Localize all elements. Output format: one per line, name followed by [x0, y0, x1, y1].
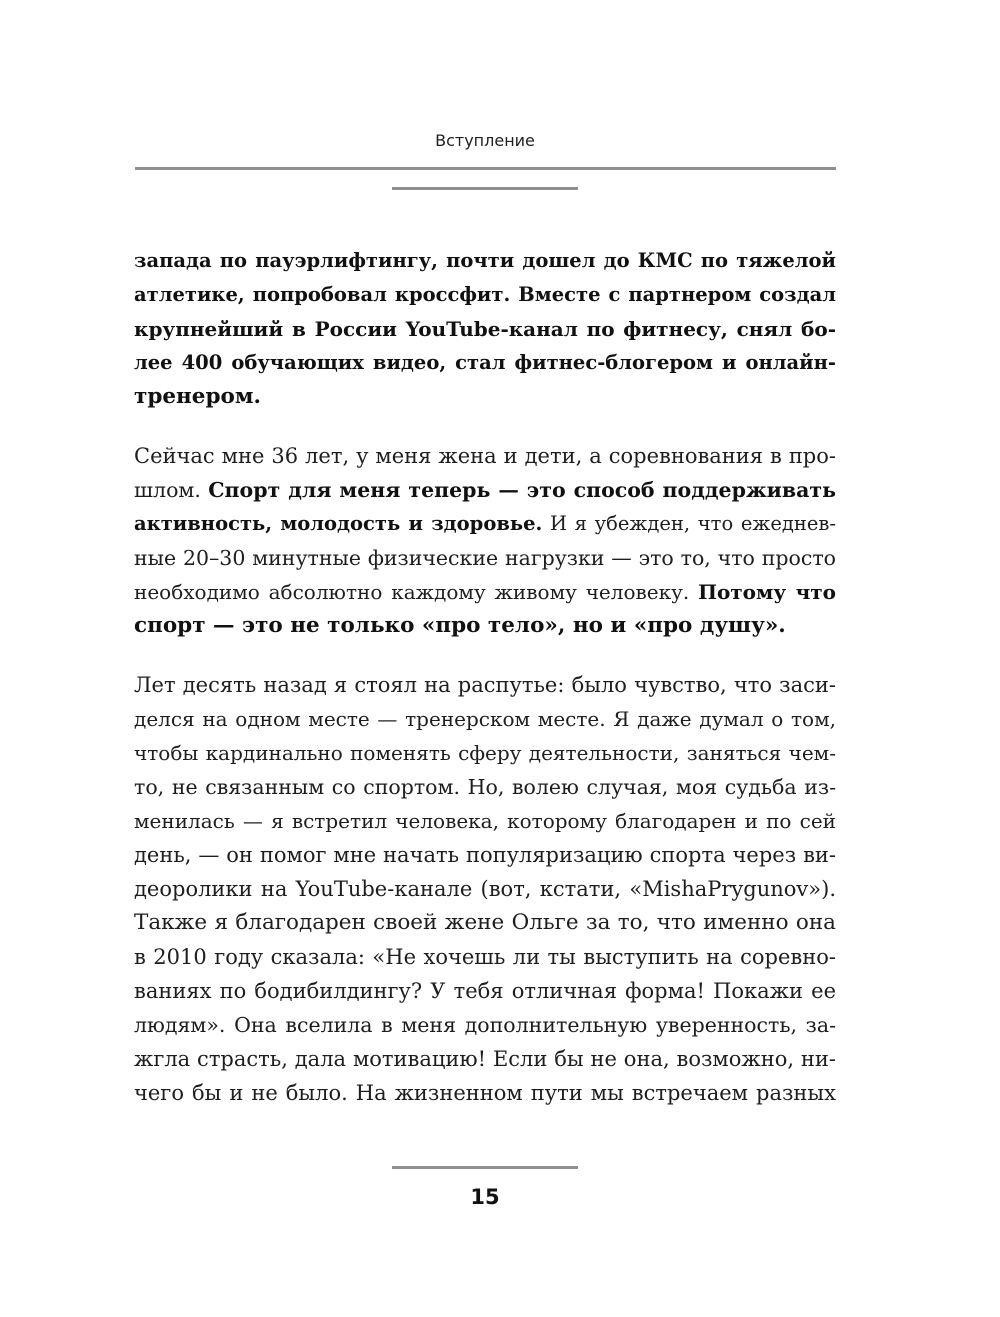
text-line [134, 906, 836, 940]
text-run: делся на одном месте — тренерском месте. Я даже думал о том, [134, 707, 836, 731]
text-run: деоролики на YouTube-канале (вот, кстати, «MishaPrygunov»). [134, 877, 836, 901]
text-line [134, 507, 836, 541]
text-bold: активность, молодость и здоровье. [134, 512, 543, 535]
text-run: необходимо абсолютно каждому живому человеку. [134, 580, 699, 604]
text-line [134, 244, 836, 278]
text-run: жгла страсть, дала мотивацию! Если бы не она, возможно, ни- [134, 1047, 836, 1071]
text-bold: лее 400 обучающих видео, стал фитнес-блогером и онлайн- [134, 351, 836, 374]
header-short-rule [392, 187, 578, 190]
text-run: Также я благодарен своей жене Ольге за то, что именно она [134, 910, 836, 935]
paragraph [134, 668, 836, 1110]
text-bold: тренером. [134, 384, 261, 409]
text-bold: Спорт для меня теперь — это способ поддерживать [208, 478, 836, 502]
text-run: то, не связанным со спортом. Но, волею случая, моя судьба из- [134, 775, 836, 799]
text-line [134, 1076, 836, 1110]
text-run: И я убежден, что ежеднев- [542, 512, 836, 535]
text-run: ваниях по бодибилдингу? У тебя отличная форма! Покажи ее [134, 979, 836, 1003]
text-line [134, 940, 836, 974]
text-bold: спорт — это не только «про тело», но и «про душу». [134, 613, 786, 638]
text-run: в 2010 году сказала: «Не хочешь ли ты выступить на соревно- [134, 945, 836, 969]
text-line [134, 541, 836, 575]
text-bold: запада по пауэрлифтингу, почти дошел до КМС по тяжелой [134, 249, 836, 272]
text-line [134, 609, 836, 643]
text-line [134, 770, 836, 804]
running-header: Вступление [435, 131, 535, 150]
page-number: 15 [470, 1185, 500, 1209]
header-rule [135, 167, 836, 170]
text-bold: атлетике, попробовал кроссфит. Вместе с партнером создал [134, 283, 836, 306]
text-line [134, 974, 836, 1008]
text-line [134, 439, 836, 473]
text-run: менилась — я встретил человека, которому благодарен и по сей [134, 809, 836, 833]
paragraph-gap [134, 414, 836, 439]
text-line [134, 804, 836, 838]
text-line [134, 668, 836, 702]
text-line [134, 872, 836, 906]
text-run: Лет десять назад я стоял на распутье: было чувство, что заси- [134, 673, 836, 697]
text-line [134, 278, 836, 312]
footer-rule [392, 1166, 578, 1169]
text-run: чтобы кардинально поменять сферу деятельности, заняться чем- [134, 741, 836, 765]
text-run: ные 20–30 минутные физические нагрузки — это то, что просто [134, 546, 836, 570]
text-run: Сейчас мне 36 лет, у меня жена и дети, а соревнования в про- [134, 444, 836, 468]
text-line [134, 346, 836, 380]
text-run: день, — он помог мне начать популяризацию спорта через ви- [134, 843, 836, 867]
body-text [134, 244, 836, 1110]
text-run: чего бы и не было. На жизненном пути мы встречаем разных [134, 1081, 836, 1105]
text-bold: крупнейший в России YouTube-канал по фитнесу, снял бо- [134, 317, 836, 341]
text-line [134, 1042, 836, 1076]
paragraph [134, 244, 836, 414]
text-line [134, 702, 836, 736]
text-line [134, 1008, 836, 1042]
text-run: шлом. [134, 478, 209, 502]
text-run: людям». Она вселила в меня дополнительную уверенность, за- [134, 1013, 836, 1037]
text-line [134, 473, 836, 507]
text-bold: Потому что [698, 580, 836, 604]
text-line [134, 312, 836, 346]
paragraph-gap [134, 643, 836, 668]
paragraph [134, 439, 836, 643]
text-line [134, 736, 836, 770]
text-line [134, 380, 836, 414]
text-line [134, 838, 836, 872]
text-line [134, 575, 836, 609]
